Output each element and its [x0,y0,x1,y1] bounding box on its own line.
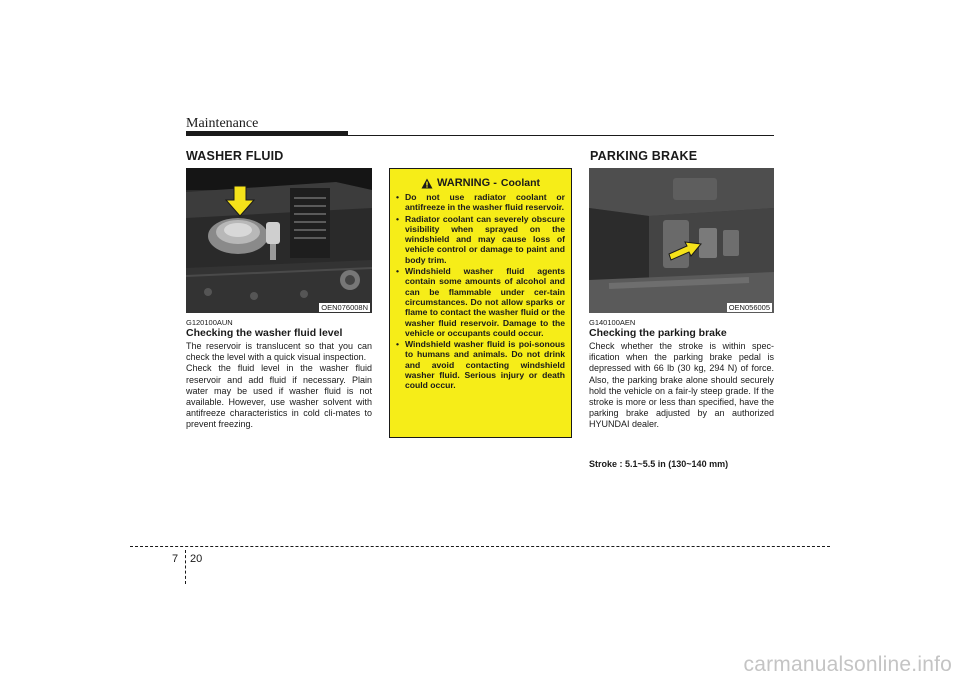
chapter-title: Maintenance [186,116,259,131]
footer-divider [185,550,186,584]
watermark: carmanualsonline.info [743,653,952,676]
section-code: G140100AEN [589,318,636,327]
warning-box [389,168,572,438]
washer-body [186,341,372,431]
warning-item: • Windshield washer fluid agents contain some amounts of alcohol and can be flammable under cer-tain circumstances. Do not allow sparks or flame to contact the washer fluid or the washer fluid reservoir. Damage to the vehicle or occupants could occur. [396,266,565,338]
washer-paragraph: The reservoir is translucent so that you can check the level with a quick visual inspection. [186,341,372,363]
parking-body [589,341,774,431]
parking-brake-heading: PARKING BRAKE [590,149,698,163]
parking-brake-photo [589,168,774,313]
warning-list [396,192,565,391]
washer-reservoir-illustration [186,168,372,313]
chapter-number: 7 [172,553,179,565]
page-number: 20 [190,553,203,565]
washer-paragraph: Check the fluid level in the washer fluid reservoir and add fluid if necessary. Plain water may be used if washer fluid is not available. However, use washer solvent with antifreeze characteristics in cold cli-mates to prevent freezing. [186,363,372,430]
stroke-spec: Stroke : 5.1~5.5 in (130~140 mm) [589,459,729,469]
warning-item: • Do not use radiator coolant or antifreeze in the washer fluid reservoir. [396,192,565,213]
photo-caption: OEN056005 [728,303,770,312]
section-code: G120100AUN [186,318,233,327]
photo-caption: OEN076008N [321,303,368,312]
parking-paragraph: Check whether the stroke is within spec-ification when the parking brake pedal is depressed with 66 lb (30 kg, 294 N) of force. Also, the parking brake alone should securely hold the vehicle on a fair-ly steep grade. If the stroke is more or less than specified, have the parking brake adjusted by an authorized HYUNDAI dealer. [589,341,774,430]
washer-fluid-heading: WASHER FLUID [186,149,284,163]
warning-subject: Coolant [500,177,540,189]
parking-brake-illustration [589,168,774,313]
header-rule [186,135,774,136]
washer-subheading: Checking the washer fluid level [186,327,343,339]
parking-subheading: Checking the parking brake [589,327,727,339]
footer-rule [130,546,830,547]
warning-item: • Windshield washer fluid is poi-sonous to humans and animals. Do not drink and avoid contacting windshield washer fluid. Serious injury or death could occur. [396,339,565,391]
warning-item: • Radiator coolant can severely obscure visibility when sprayed on the windshield and may cause loss of vehicle control or damage to paint and body trim. [396,213,565,265]
warning-triangle-icon [421,178,433,189]
warning-label: WARNING - [437,177,497,189]
warning-header [396,177,565,189]
washer-reservoir-photo [186,168,372,313]
